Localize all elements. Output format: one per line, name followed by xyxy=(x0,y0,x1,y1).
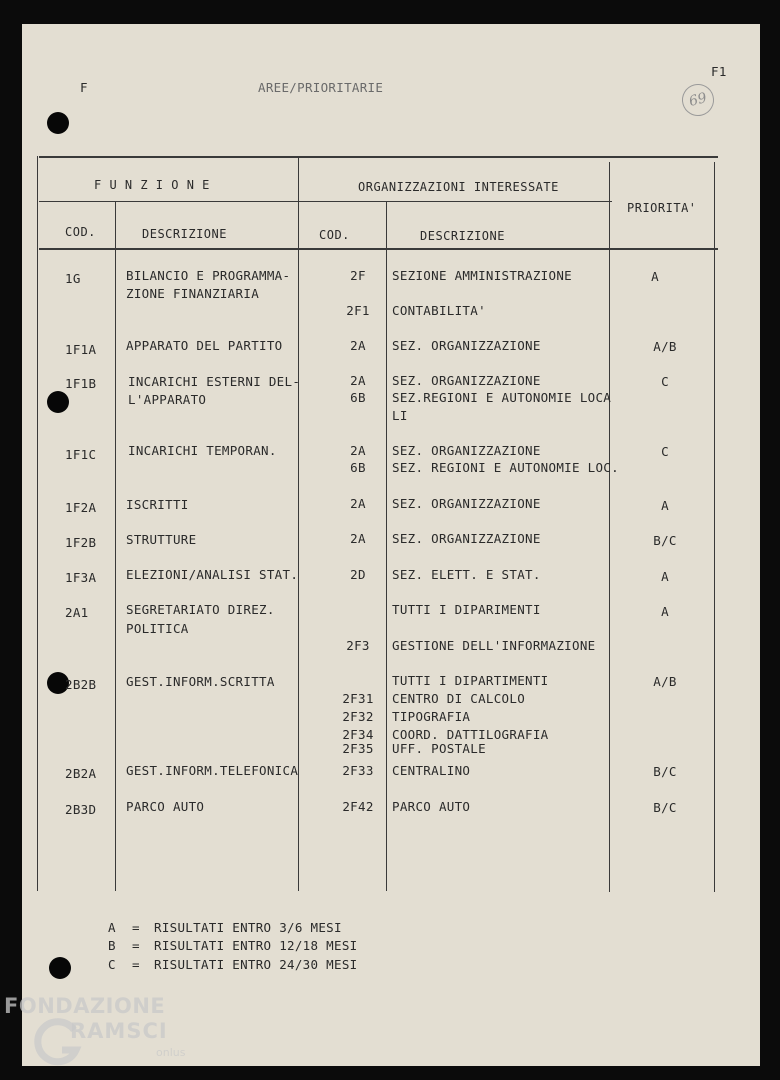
watermark-line3: onlus xyxy=(156,1046,186,1059)
legend-text: RISULTATI ENTRO 3/6 MESI xyxy=(154,920,342,935)
legend-text: RISULTATI ENTRO 24/30 MESI xyxy=(154,957,358,972)
org-code: 6B xyxy=(350,460,366,475)
org-code: 6B xyxy=(350,390,366,405)
punch-hole xyxy=(47,112,69,134)
function-code: 2B2B xyxy=(65,677,97,692)
organizzazioni-header: ORGANIZZAZIONI INTERESSATE xyxy=(358,180,559,194)
function-description: SEGRETARIATO DIREZ. xyxy=(126,602,275,617)
org-description: CENTRO DI CALCOLO xyxy=(392,691,526,706)
priorita-header: PRIORITA' xyxy=(627,201,697,215)
priority: A/B xyxy=(653,674,677,689)
org-description: SEZ. ORGANIZZAZIONE xyxy=(392,531,541,546)
priority: A xyxy=(661,604,669,619)
legend-item xyxy=(108,957,357,972)
legend-equals: = xyxy=(132,957,140,972)
function-code: 1F1C xyxy=(65,447,97,462)
org-code: 2A xyxy=(350,338,366,353)
org-code: 2D xyxy=(350,567,366,582)
org-description: TUTTI I DIPARIMENTI xyxy=(392,602,541,617)
org-descrizione-header: DESCRIZIONE xyxy=(420,229,505,243)
org-description: CONTABILITA' xyxy=(392,303,486,318)
org-description: SEZ. ELETT. E STAT. xyxy=(392,567,541,582)
punch-hole xyxy=(49,957,71,979)
org-description: COORD. DATTILOGRAFIA xyxy=(392,727,549,742)
org-description: CENTRALINO xyxy=(392,763,471,778)
document-page xyxy=(22,24,760,1066)
function-code: 1F1B xyxy=(65,376,97,391)
priority: B/C xyxy=(653,533,677,548)
org-code: 2A xyxy=(350,443,366,458)
org-code: 2F34 xyxy=(342,727,374,742)
priority: A/B xyxy=(653,339,677,354)
corner-label-left: F xyxy=(80,80,88,95)
org-description: SEZ. ORGANIZZAZIONE xyxy=(392,338,541,353)
legend-key: C xyxy=(108,957,116,972)
org-code: 2F1 xyxy=(346,303,370,318)
function-code: 1F2A xyxy=(65,500,97,515)
priority: A xyxy=(661,569,669,584)
org-description: LI xyxy=(392,408,408,423)
priority: B/C xyxy=(653,800,677,815)
function-description: ISCRITTI xyxy=(126,497,189,512)
org-description: SEZ. ORGANIZZAZIONE xyxy=(392,373,541,388)
org-code: 2A xyxy=(350,531,366,546)
punch-hole xyxy=(47,391,69,413)
priority: A xyxy=(651,269,659,284)
function-code: 2B2A xyxy=(65,766,97,781)
org-code: 2F35 xyxy=(342,741,374,756)
function-description: GEST.INFORM.SCRITTA xyxy=(126,674,275,689)
org-code: 2F33 xyxy=(342,763,374,778)
priority: C xyxy=(661,444,669,459)
priority: B/C xyxy=(653,764,677,779)
function-description: L'APPARATO xyxy=(128,392,207,407)
function-description: GEST.INFORM.TELEFONICA xyxy=(126,763,299,778)
function-description: BILANCIO E PROGRAMMA- xyxy=(126,268,291,283)
function-code: 1G xyxy=(65,271,81,286)
function-description: APPARATO DEL PARTITO xyxy=(126,338,283,353)
org-code: 2F31 xyxy=(342,691,374,706)
org-code: 2F32 xyxy=(342,709,374,724)
watermark-line1: FONDAZIONE xyxy=(4,994,166,1018)
org-description: SEZ. ORGANIZZAZIONE xyxy=(392,443,541,458)
org-code: 2A xyxy=(350,373,366,388)
org-description: SEZ.REGIONI E AUTONOMIE LOCA xyxy=(392,390,612,405)
org-cod-header: COD. xyxy=(319,228,350,242)
org-code: 2F3 xyxy=(346,638,370,653)
watermark-line2: RAMSCI xyxy=(70,1019,168,1043)
function-code: 1F2B xyxy=(65,535,97,550)
legend-text: RISULTATI ENTRO 12/18 MESI xyxy=(154,938,358,953)
function-description: INCARICHI TEMPORAN. xyxy=(128,443,277,458)
org-description: UFF. POSTALE xyxy=(392,741,486,756)
descrizione-header: DESCRIZIONE xyxy=(142,227,227,241)
fondazione-gramsci-watermark xyxy=(4,994,224,1074)
function-code: 1F3A xyxy=(65,570,97,585)
legend-key: B xyxy=(108,938,116,953)
handwritten-page-number: 69 xyxy=(678,80,717,119)
priority: A xyxy=(661,498,669,513)
page-title: AREE/PRIORITARIE xyxy=(258,80,384,95)
function-description: INCARICHI ESTERNI DEL- xyxy=(128,374,301,389)
function-description: ELEZIONI/ANALISI STAT. xyxy=(126,567,299,582)
legend-equals: = xyxy=(132,920,140,935)
function-code: 1F1A xyxy=(65,342,97,357)
org-code: 2F xyxy=(350,268,366,283)
function-description: PARCO AUTO xyxy=(126,799,205,814)
org-code: 2A xyxy=(350,496,366,511)
org-description: SEZIONE AMMINISTRAZIONE xyxy=(392,268,572,283)
corner-label-right: F1 xyxy=(711,64,727,79)
function-description: STRUTTURE xyxy=(126,532,197,547)
function-description: POLITICA xyxy=(126,621,189,636)
org-description: GESTIONE DELL'INFORMAZIONE xyxy=(392,638,596,653)
function-code: 2B3D xyxy=(65,802,97,817)
legend-item xyxy=(108,920,342,935)
org-description: SEZ. ORGANIZZAZIONE xyxy=(392,496,541,511)
function-description: ZIONE FINANZIARIA xyxy=(126,286,260,301)
org-code: 2F42 xyxy=(342,799,374,814)
org-description: TUTTI I DIPARTIMENTI xyxy=(392,673,549,688)
funzione-header: F U N Z I O N E xyxy=(94,178,210,192)
priority: C xyxy=(661,374,669,389)
function-code: 2A1 xyxy=(65,605,89,620)
cod-header: COD. xyxy=(65,225,96,239)
org-description: PARCO AUTO xyxy=(392,799,471,814)
legend-item xyxy=(108,938,357,953)
org-description: SEZ. REGIONI E AUTONOMIE LOC. xyxy=(392,460,619,475)
legend-key: A xyxy=(108,920,116,935)
org-description: TIPOGRAFIA xyxy=(392,709,471,724)
legend-equals: = xyxy=(132,938,140,953)
